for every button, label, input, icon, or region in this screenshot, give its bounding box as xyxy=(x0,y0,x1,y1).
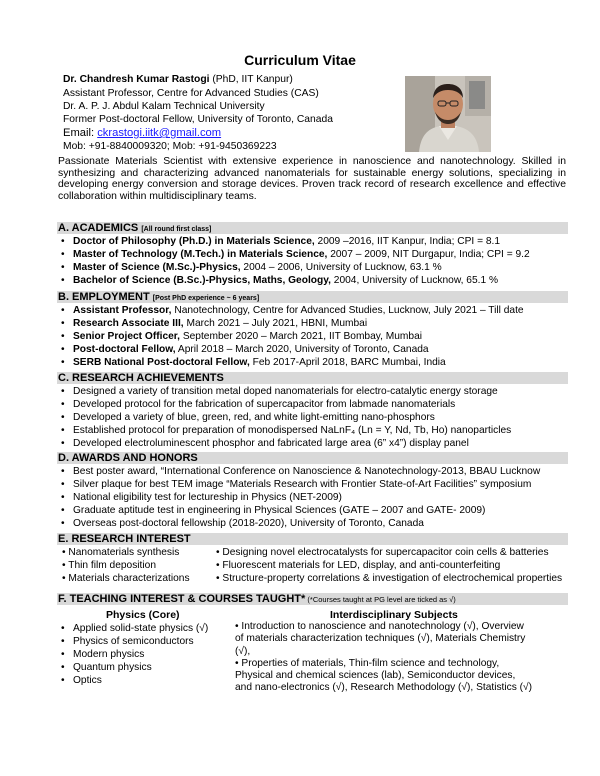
professional-summary: Passionate Materials Scientist with extensive experience in nanoscience and nanotechnology. Skilled in synthesizing and characterizing advanced nanomaterials for sustainable energy solutions, specializing in developing energy conversion and storage devices. Proven track record of research excellence and effective collaboration within multidisciplinary teams. xyxy=(58,156,566,202)
achievement-item: • Developed electroluminescent phosphor and fabricated large area (6” x4”) display panel xyxy=(61,438,469,449)
employment-item: • SERB National Post-doctoral Fellow, Feb 2017-April 2018, BARC Mumbai, India xyxy=(61,357,446,368)
section-header-awards xyxy=(57,452,568,464)
name-line xyxy=(63,74,293,86)
employment-item: • Post-doctoral Fellow, April 2018 – March 2020, University of Toronto, Canada xyxy=(61,344,429,355)
achievement-item: • Designed a variety of transition metal doped nanomaterials for electro-catalytic energy storage xyxy=(61,386,498,397)
section-note: [All round first class] xyxy=(141,226,212,233)
interdisciplinary-courses xyxy=(235,621,535,695)
section-note: [Post PhD experience ~ 6 years] xyxy=(152,295,260,302)
academic-item: • Master of Science (M.Sc.)-Physics, 2004 – 2006, University of Lucknow, 63.1 % xyxy=(61,262,442,273)
award-item: • Overseas post-doctoral fellowship (2018-2020), University of Toronto, Canada xyxy=(61,518,424,529)
mobile-line: Mob: +91-8840009320; Mob: +91-9450369223 xyxy=(63,141,277,152)
interest-item: • Nanomaterials synthesis xyxy=(62,547,180,558)
academic-item: • Master of Technology (M.Tech.) in Materials Science, 2007 – 2009, NIT Durgapur, India; CPI = 9.2 xyxy=(61,249,530,260)
interdisciplinary-item: • Properties of materials, Thin-film science and technology, Physical and chemical sciences (lab), Semiconductor devices, and nano-electronics (√), Research Methodology (√), Statistics (√) xyxy=(235,657,533,694)
employment-item: • Senior Project Officer, September 2020 – March 2021, IIT Bombay, Mumbai xyxy=(61,331,422,342)
physics-course-item: • Physics of semiconductors xyxy=(61,636,194,647)
interest-item: • Thin film deposition xyxy=(62,560,156,571)
document-title: Curriculum Vitae xyxy=(244,52,356,68)
physics-course-item: • Quantum physics xyxy=(61,662,152,673)
achievement-item: • Established protocol for preparation of monodispersed NaLnF₄ (Ln = Y, Nd, Tb, Ho) nanoparticles xyxy=(61,425,512,436)
section-header-research-achievements xyxy=(57,372,568,384)
interest-item: • Fluorescent materials for LED, display, and anti-counterfeiting xyxy=(216,560,501,571)
position-line: Assistant Professor, Centre for Advanced Studies (CAS) xyxy=(63,88,319,99)
achievement-item: • Developed protocol for the fabrication of supercapacitor from labmade nanomaterials xyxy=(61,399,456,410)
academic-item: • Bachelor of Science (B.Sc.)-Physics, Maths, Geology, 2004, University of Lucknow, 65.1 % xyxy=(61,275,499,286)
physics-course-item: • Modern physics xyxy=(61,649,145,660)
section-header-academics xyxy=(57,222,568,234)
section-title: C. RESEARCH ACHIEVEMENTS xyxy=(58,372,224,384)
section-title: A. ACADEMICS xyxy=(58,222,142,234)
physics-core-title: Physics (Core) xyxy=(106,609,180,621)
achievement-item: • Developed a variety of blue, green, red, and white light-emitting nano-phosphors xyxy=(61,412,435,423)
section-header-research-interest xyxy=(57,533,568,545)
award-item: • National eligibility test for lectureship in Physics (NET-2009) xyxy=(61,492,342,503)
section-title: D. AWARDS AND HONORS xyxy=(58,452,198,464)
award-item: • Best poster award, “International Conference on Nanoscience & Nanotechnology-2013, BBAU Lucknow xyxy=(61,466,541,477)
section-note: (*Courses taught at PG level are ticked as √) xyxy=(305,595,456,604)
interdisciplinary-item: • Introduction to nanoscience and nanotechnology (√), Overview of materials characterization techniques (√), Materials Chemistry (√), xyxy=(235,621,526,657)
academic-item: • Doctor of Philosophy (Ph.D.) in Materials Science, 2009 –2016, IIT Kanpur, India; CPI = 8.1 xyxy=(61,236,501,247)
section-header-employment xyxy=(57,291,568,303)
email-link[interactable]: ckrastogi.iitk@gmail.com xyxy=(97,127,222,139)
physics-course-item: • Optics xyxy=(61,675,102,686)
interest-item: • Materials characterizations xyxy=(62,573,190,584)
interest-item: • Designing novel electrocatalysts for supercapacitor coin cells & batteries xyxy=(216,547,549,558)
award-item: • Graduate aptitude test in engineering in Physical Sciences (GATE – 2007 and GATE- 2009) xyxy=(61,505,486,516)
institution-line: Dr. A. P. J. Abdul Kalam Technical University xyxy=(63,101,265,112)
section-title: B. EMPLOYMENT xyxy=(58,291,153,303)
interest-item: • Structure-property correlations & investigation of electrochemical properties xyxy=(216,573,563,584)
employment-item: • Research Associate III, March 2021 – July 2021, HBNI, Mumbai xyxy=(61,318,368,329)
section-header-teaching xyxy=(57,593,568,605)
former-position-line: Former Post-doctoral Fellow, University of Toronto, Canada xyxy=(63,114,333,125)
email-line xyxy=(63,127,221,139)
section-title: E. RESEARCH INTEREST xyxy=(58,533,191,545)
profile-photo xyxy=(405,76,491,152)
full-name: Dr. Chandresh Kumar Rastogi xyxy=(63,74,210,85)
name-qualification: (PhD, IIT Kanpur) xyxy=(209,74,293,85)
award-item: • Silver plaque for best TEM image “Materials Research with Frontier State-of-Art Facilities” symposium xyxy=(61,479,532,490)
employment-item: • Assistant Professor, Nanotechnology, Centre for Advanced Studies, Lucknow, July 2021 – Till date xyxy=(61,305,524,316)
physics-course-item: • Applied solid-state physics (√) xyxy=(61,623,209,634)
section-title: F. TEACHING INTEREST & COURSES TAUGHT* xyxy=(58,593,306,605)
interdisciplinary-title: Interdisciplinary Subjects xyxy=(330,609,458,621)
email-label: Email: xyxy=(63,127,98,139)
